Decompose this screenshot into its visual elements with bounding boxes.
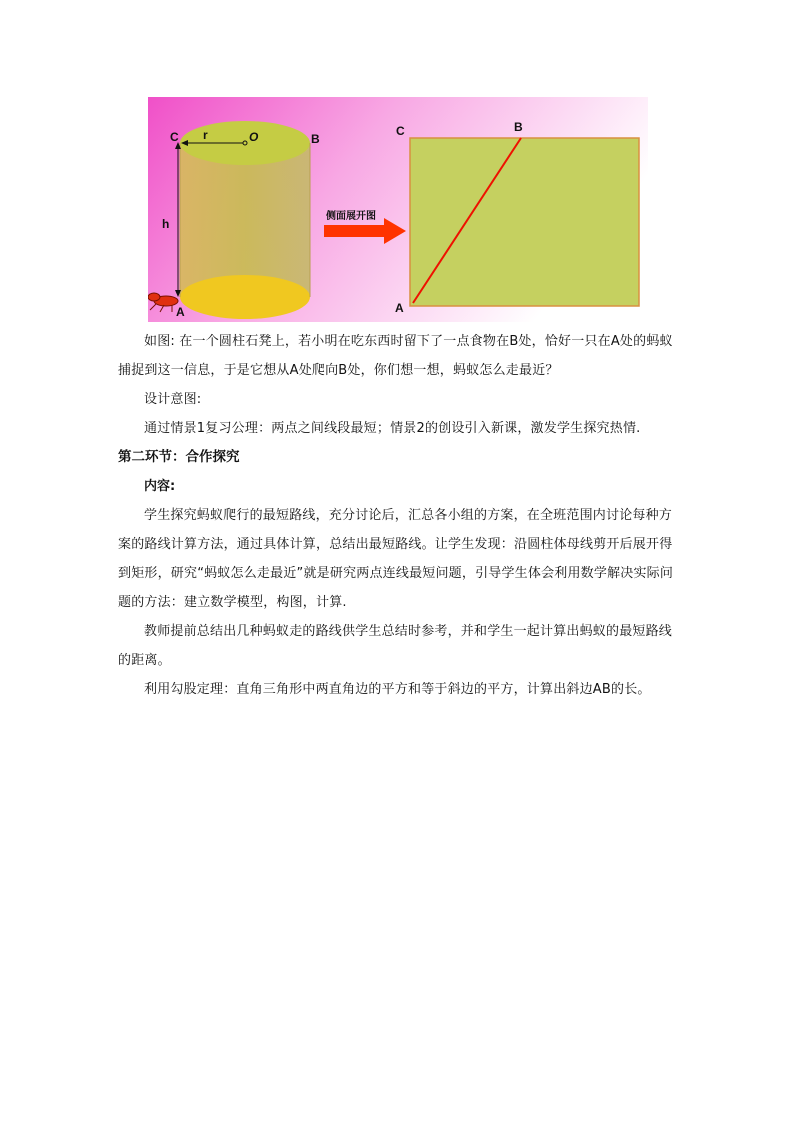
cylinder-label-a: A bbox=[176, 305, 185, 319]
rectangle-label-b: B bbox=[514, 120, 523, 134]
cylinder-label-o: O bbox=[249, 130, 259, 144]
body-text bbox=[118, 327, 678, 704]
figure-svg bbox=[148, 97, 648, 322]
section-heading: 第二环节：合作探究 bbox=[118, 449, 240, 465]
paragraph-teacher: 教师提前总结出几种蚂蚁走的路线供学生总结时参考，并和学生一起计算出蚂蚁的最短路线的距离。 bbox=[118, 624, 673, 668]
cylinder-unfold-figure bbox=[148, 97, 648, 322]
cylinder-label-r: r bbox=[203, 128, 208, 142]
paragraph-design-intent: 通过情景1复习公理：两点之间线段最短；情景2的创设引入新课，激发学生探究热情. bbox=[144, 421, 641, 436]
rectangle-label-c: C bbox=[396, 124, 405, 138]
content-label: 内容: bbox=[144, 479, 176, 494]
unfold-arrow-label: 侧面展开图 bbox=[326, 211, 376, 222]
paragraph-design-intent-label: 设计意图: bbox=[144, 392, 202, 407]
rectangle-shape bbox=[410, 138, 639, 306]
paragraph-scenario: 如图: 在一个圆柱石凳上，若小明在吃东西时留下了一点食物在B处，恰好一只在A处的蚂蚁捕捉到这一信息，于是它想从A处爬向B处，你们想一想，蚂蚁怎么走最近？ bbox=[118, 334, 673, 378]
cylinder-bottom bbox=[180, 275, 310, 319]
cylinder-body bbox=[180, 143, 310, 297]
paragraph-pythagoras: 利用勾股定理：直角三角形中两直角边的平方和等于斜边的平方，计算出斜边AB的长。 bbox=[144, 682, 651, 697]
cylinder-label-c: C bbox=[170, 130, 179, 144]
cylinder-label-h: h bbox=[162, 217, 170, 231]
unfolded-rectangle bbox=[395, 120, 639, 315]
cylinder-label-b: B bbox=[311, 132, 320, 146]
paragraph-content: 学生探究蚂蚁爬行的最短路线，充分讨论后，汇总各小组的方案，在全班范围内讨论每种方案的路线计算方法，通过具体计算，总结出最短路线。让学生发现：沿圆柱体母线剪开后展开得到矩形，研究“蚂蚁怎么走最近”就是研究两点连线最短问题，引导学生体会利用数学解决实际问题的方法：建立数学模型，构图，计算. bbox=[118, 508, 674, 610]
rectangle-label-a: A bbox=[395, 301, 404, 315]
